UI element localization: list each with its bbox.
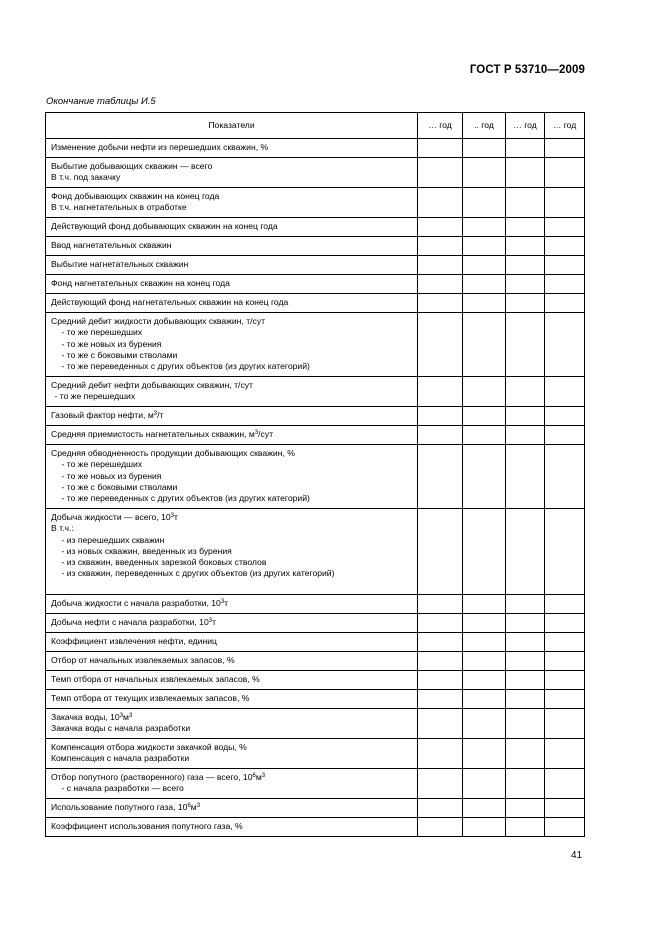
indicator-text: Компенсация с начала разработки — [51, 753, 190, 764]
year-value-cell — [545, 509, 585, 595]
table-row — [46, 237, 585, 256]
indicator-text: Выбытие нагнетательных скважин — [51, 259, 189, 269]
year-value-cell — [545, 595, 585, 614]
indicator-text: Фонд нагнетательных скважин на конец года — [51, 278, 230, 288]
year-value-cell — [545, 237, 585, 256]
year-value-cell — [463, 509, 506, 595]
indicator-text: Закачка воды с начала разработки — [51, 723, 191, 734]
column-header-year-2: .. год — [463, 113, 506, 139]
indicator-text: Коэффициент извлечения нефти, единиц — [51, 636, 217, 646]
indicator-text: Средний дебит нефти добывающих скважин, т/сут — [51, 380, 253, 390]
year-value-cell — [463, 377, 506, 407]
table-row — [46, 818, 585, 837]
indicator-text: Добыча жидкости — всего, $10^3т$ — [51, 512, 178, 522]
table-row — [46, 690, 585, 709]
year-value-cell — [463, 818, 506, 837]
table-row — [46, 313, 585, 377]
table-row — [46, 799, 585, 818]
year-value-cell — [418, 294, 463, 313]
year-value-cell — [418, 799, 463, 818]
indicator-text: - из новых скважин, введенных из бурения — [61, 545, 232, 556]
year-value-cell — [418, 595, 463, 614]
indicator-text: Отбор от начальных извлекаемых запасов, % — [51, 655, 235, 665]
table-row — [46, 139, 585, 158]
table-row — [46, 509, 585, 595]
year-value-cell — [418, 633, 463, 652]
year-value-cell — [545, 426, 585, 445]
indicator-text: - из скважин, введенных зарезкой боковых стволов — [61, 557, 267, 568]
year-value-cell — [506, 294, 545, 313]
year-value-cell — [463, 614, 506, 633]
indicator-text: Темп отбора от текущих извлекаемых запасов, % — [51, 693, 250, 703]
year-value-cell — [418, 614, 463, 633]
year-value-cell — [506, 407, 545, 426]
year-value-cell — [463, 158, 506, 188]
indicator-text: - то же переведенных с других объектов (из других категорий) — [61, 361, 310, 372]
year-value-cell — [506, 614, 545, 633]
indicator-cell — [46, 139, 418, 158]
year-value-cell — [545, 407, 585, 426]
indicator-cell — [46, 294, 418, 313]
indicator-cell — [46, 407, 418, 426]
year-value-cell — [418, 139, 463, 158]
indicator-cell — [46, 818, 418, 837]
indicator-text: Действующий фонд добывающих скважин на конец года — [51, 221, 278, 231]
indicators-table — [45, 112, 585, 837]
indicator-text: - то же новых из бурения — [61, 338, 162, 349]
year-value-cell — [506, 739, 545, 769]
indicator-text: Коэффициент использования попутного газа, % — [51, 821, 243, 831]
table-row — [46, 377, 585, 407]
indicator-cell — [46, 799, 418, 818]
indicator-text: - то же перешедших — [61, 459, 143, 470]
table-row — [46, 445, 585, 509]
table-body — [46, 139, 585, 837]
year-value-cell — [418, 218, 463, 237]
year-value-cell — [506, 377, 545, 407]
year-value-cell — [418, 407, 463, 426]
year-value-cell — [463, 769, 506, 799]
table-row — [46, 294, 585, 313]
indicator-cell — [46, 671, 418, 690]
indicator-text: - то же новых из бурения — [61, 470, 162, 481]
indicator-cell — [46, 275, 418, 294]
column-header-year-4: … год — [545, 113, 585, 139]
year-value-cell — [463, 652, 506, 671]
table-row — [46, 595, 585, 614]
year-value-cell — [418, 671, 463, 690]
indicator-text: Средний дебит жидкости добывающих скважин, т/сут — [51, 316, 266, 326]
year-value-cell — [463, 407, 506, 426]
year-value-cell — [418, 426, 463, 445]
year-value-cell — [506, 769, 545, 799]
document-standard-number: ГОСТ Р 53710—2009 — [469, 64, 585, 76]
table-row — [46, 769, 585, 799]
year-value-cell — [418, 377, 463, 407]
table-row — [46, 426, 585, 445]
year-value-cell — [545, 377, 585, 407]
indicator-cell — [46, 377, 418, 407]
year-value-cell — [545, 652, 585, 671]
year-value-cell — [463, 139, 506, 158]
year-value-cell — [506, 818, 545, 837]
year-value-cell — [506, 709, 545, 739]
indicator-cell — [46, 690, 418, 709]
year-value-cell — [506, 595, 545, 614]
year-value-cell — [545, 275, 585, 294]
year-value-cell — [545, 218, 585, 237]
indicator-text: - то же перешедших — [61, 327, 143, 338]
year-value-cell — [545, 256, 585, 275]
indicator-text: Использование попутного газа, $10^6м^3$ — [51, 802, 201, 812]
year-value-cell — [463, 218, 506, 237]
indicator-text: Отбор попутного (растворенного) газа — всего, $10^6м^3$ — [51, 772, 266, 782]
year-value-cell — [506, 426, 545, 445]
indicator-text: Фонд добывающих скважин на конец года — [51, 191, 220, 201]
year-value-cell — [506, 799, 545, 818]
year-value-cell — [506, 218, 545, 237]
table-row — [46, 614, 585, 633]
year-value-cell — [545, 690, 585, 709]
year-value-cell — [418, 509, 463, 595]
indicator-cell — [46, 652, 418, 671]
year-value-cell — [463, 671, 506, 690]
year-value-cell — [418, 739, 463, 769]
column-header-year-3: … год — [506, 113, 545, 139]
table-row — [46, 158, 585, 188]
column-header-indicators: Показатели — [46, 113, 418, 139]
year-value-cell — [463, 426, 506, 445]
year-value-cell — [545, 799, 585, 818]
indicator-text: - из скважин, переведенных с других объектов (из других категорий) — [61, 568, 335, 579]
indicator-cell — [46, 158, 418, 188]
indicator-cell — [46, 614, 418, 633]
year-value-cell — [418, 652, 463, 671]
year-value-cell — [463, 709, 506, 739]
year-value-cell — [545, 445, 585, 509]
year-value-cell — [463, 275, 506, 294]
year-value-cell — [418, 188, 463, 218]
year-value-cell — [506, 188, 545, 218]
indicator-text: В т.ч.: — [51, 523, 74, 534]
year-value-cell — [463, 633, 506, 652]
indicator-cell — [46, 426, 418, 445]
year-value-cell — [463, 595, 506, 614]
indicator-cell — [46, 633, 418, 652]
table-row — [46, 188, 585, 218]
column-header-year-1: … год — [418, 113, 463, 139]
table-header-row — [46, 113, 585, 139]
year-value-cell — [545, 769, 585, 799]
year-value-cell — [545, 671, 585, 690]
indicator-text: Газовый фактор нефти, $м^3/т$ — [51, 410, 164, 420]
year-value-cell — [545, 158, 585, 188]
year-value-cell — [506, 313, 545, 377]
indicator-text: Добыча жидкости с начала разработки, $10^3т$ — [51, 598, 229, 608]
indicator-cell — [46, 188, 418, 218]
indicator-cell — [46, 595, 418, 614]
year-value-cell — [418, 275, 463, 294]
indicator-text: Средняя приемистость нагнетательных скважин, $м^3$/сут — [51, 429, 274, 439]
year-value-cell — [418, 709, 463, 739]
year-value-cell — [545, 739, 585, 769]
year-value-cell — [463, 690, 506, 709]
indicator-text: - то же с боковыми стволами — [61, 349, 178, 360]
table-row — [46, 709, 585, 739]
indicator-cell — [46, 445, 418, 509]
year-value-cell — [463, 799, 506, 818]
year-value-cell — [418, 445, 463, 509]
year-value-cell — [418, 818, 463, 837]
year-value-cell — [418, 690, 463, 709]
year-value-cell — [418, 313, 463, 377]
year-value-cell — [463, 237, 506, 256]
year-value-cell — [418, 158, 463, 188]
indicator-text: Компенсация отбора жидкости закачкой воды, % — [51, 742, 247, 752]
table-row — [46, 275, 585, 294]
year-value-cell — [545, 139, 585, 158]
indicator-text: - с начала разработки — всего — [61, 783, 184, 794]
year-value-cell — [545, 614, 585, 633]
year-value-cell — [506, 158, 545, 188]
year-value-cell — [418, 237, 463, 256]
year-value-cell — [506, 139, 545, 158]
indicator-cell — [46, 739, 418, 769]
year-value-cell — [506, 652, 545, 671]
year-value-cell — [506, 671, 545, 690]
year-value-cell — [463, 445, 506, 509]
year-value-cell — [545, 818, 585, 837]
year-value-cell — [545, 188, 585, 218]
year-value-cell — [506, 237, 545, 256]
year-value-cell — [545, 709, 585, 739]
year-value-cell — [545, 313, 585, 377]
indicator-text: - из перешедших скважин — [61, 534, 165, 545]
page-number: 41 — [571, 850, 583, 861]
year-value-cell — [506, 445, 545, 509]
table-row — [46, 407, 585, 426]
year-value-cell — [506, 509, 545, 595]
table-caption: Окончание таблицы И.5 — [46, 96, 156, 107]
indicator-text: Темп отбора от начальных извлекаемых запасов, % — [51, 674, 260, 684]
indicator-cell — [46, 237, 418, 256]
indicator-text: Закачка воды, $10^3м^3$ — [51, 712, 133, 722]
year-value-cell — [418, 256, 463, 275]
indicator-cell — [46, 769, 418, 799]
year-value-cell — [506, 275, 545, 294]
year-value-cell — [545, 294, 585, 313]
indicator-text: - то же с боковыми стволами — [61, 481, 178, 492]
table-row — [46, 739, 585, 769]
indicator-cell — [46, 509, 418, 595]
indicator-text: - то же перешедших — [54, 391, 136, 402]
indicator-text: В т.ч. нагнетательных в отработке — [51, 202, 187, 213]
year-value-cell — [506, 633, 545, 652]
year-value-cell — [463, 294, 506, 313]
year-value-cell — [463, 188, 506, 218]
indicator-text: Средняя обводненность продукции добывающих скважин, % — [51, 448, 295, 458]
table-row — [46, 218, 585, 237]
indicator-text: Изменение добычи нефти из перешедших скважин, % — [51, 142, 269, 152]
year-value-cell — [418, 769, 463, 799]
indicator-text: Ввод нагнетательных скважин — [51, 240, 172, 250]
indicator-text: Выбытие добывающих скважин — всего — [51, 161, 213, 171]
year-value-cell — [506, 690, 545, 709]
table-row — [46, 633, 585, 652]
indicator-text: Добыча нефти с начала разработки, $10^3т$ — [51, 617, 217, 627]
indicator-cell — [46, 218, 418, 237]
year-value-cell — [506, 256, 545, 275]
indicator-cell — [46, 709, 418, 739]
indicator-text: Действующий фонд нагнетательных скважин на конец года — [51, 297, 289, 307]
year-value-cell — [463, 739, 506, 769]
year-value-cell — [545, 633, 585, 652]
year-value-cell — [463, 256, 506, 275]
indicator-text: - то же переведенных с других объектов (из других категорий) — [61, 493, 310, 504]
table-row — [46, 652, 585, 671]
indicator-cell — [46, 256, 418, 275]
indicator-text: В т.ч. под закачку — [51, 172, 121, 183]
year-value-cell — [463, 313, 506, 377]
table-row — [46, 256, 585, 275]
indicator-cell — [46, 313, 418, 377]
table-row — [46, 671, 585, 690]
